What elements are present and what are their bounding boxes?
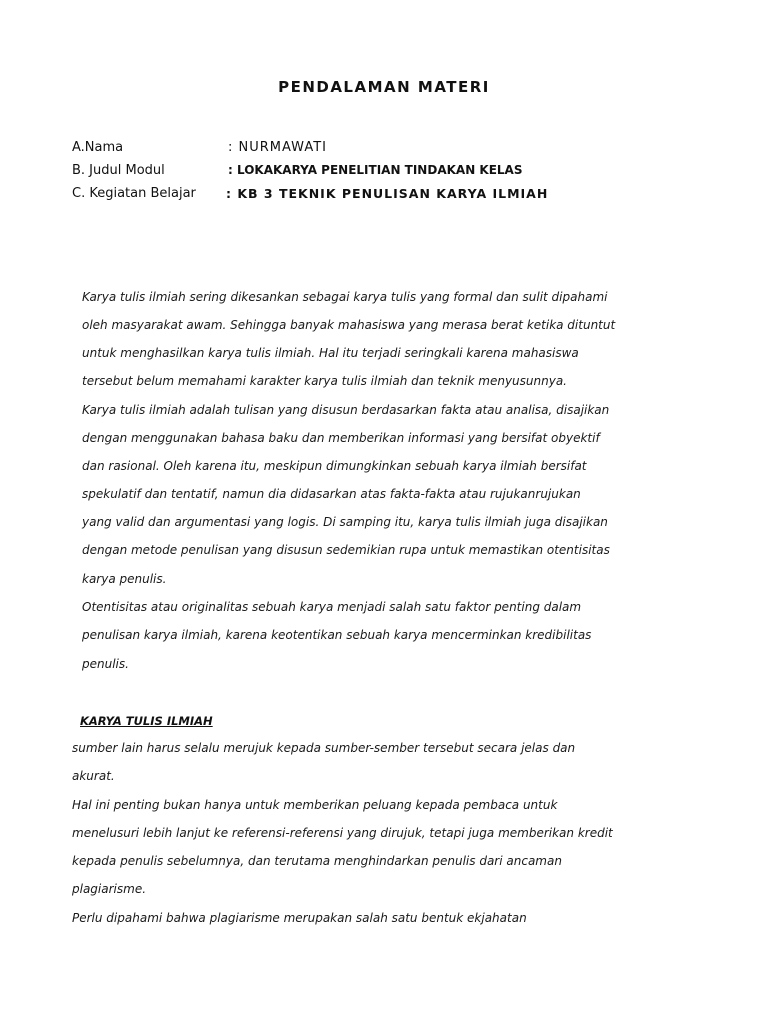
paragraph-line: untuk menghasilkan karya tulis ilmiah. Hal itu terjadi seringkali karena mahasiswa bbox=[82, 346, 579, 360]
info-label-judul-modul: B. Judul Modul bbox=[72, 163, 165, 178]
paragraph-line: tersebut belum memahami karakter karya tulis ilmiah dan teknik menyusunnya. bbox=[82, 374, 567, 388]
section-line: menelusuri lebih lanjut ke referensi-referensi yang dirujuk, tetapi juga memberikan kredit bbox=[72, 826, 613, 840]
paragraph-line: Karya tulis ilmiah adalah tulisan yang disusun berdasarkan fakta atau analisa, disajikan bbox=[82, 403, 610, 417]
paragraph-line: penulis. bbox=[82, 657, 129, 671]
paragraph-line: spekulatif dan tentatif, namun dia didasarkan atas fakta-fakta atau rujukanrujukan bbox=[82, 487, 581, 501]
paragraph-line: dengan menggunakan bahasa baku dan memberikan informasi yang bersifat obyektif bbox=[82, 431, 600, 445]
section-heading: KARYA TULIS ILMIAH bbox=[80, 714, 213, 728]
section-line: akurat. bbox=[72, 769, 115, 783]
paragraph-line: Otentisitas atau originalitas sebuah karya menjadi salah satu faktor penting dalam bbox=[82, 600, 582, 614]
info-value-nama: : NURMAWATI bbox=[228, 140, 327, 155]
section-line: kepada penulis sebelumnya, dan terutama menghindarkan penulis dari ancaman bbox=[72, 854, 562, 868]
info-label-kegiatan-belajar: C. Kegiatan Belajar bbox=[72, 186, 196, 201]
paragraph-line: karya penulis. bbox=[82, 572, 167, 586]
info-label-nama: A.Nama bbox=[72, 140, 124, 155]
paragraph-line: yang valid dan argumentasi yang logis. Di samping itu, karya tulis ilmiah juga disajikan bbox=[82, 515, 608, 529]
section-line: Hal ini penting bukan hanya untuk memberikan peluang kepada pembaca untuk bbox=[72, 798, 558, 812]
paragraph-line: penulisan karya ilmiah, karena keotentikan sebuah karya mencerminkan kredibilitas bbox=[82, 628, 592, 642]
paragraph-line: dan rasional. Oleh karena itu, meskipun dimungkinkan sebuah karya ilmiah bersifat bbox=[82, 459, 587, 473]
paragraph-line: Karya tulis ilmiah sering dikesankan sebagai karya tulis yang formal dan sulit dipahami bbox=[82, 290, 608, 304]
section-line: plagiarisme. bbox=[72, 882, 147, 896]
page-title: PENDALAMAN MATERI bbox=[278, 78, 490, 96]
paragraph-line: oleh masyarakat awam. Sehingga banyak mahasiswa yang merasa berat ketika dituntut bbox=[82, 318, 616, 332]
section-line: sumber lain harus selalu merujuk kepada sumber-sember tersebut secara jelas dan bbox=[72, 741, 576, 755]
info-value-judul-modul: : LOKAKARYA PENELITIAN TINDAKAN KELAS bbox=[228, 163, 523, 177]
info-value-kegiatan-belajar: : KB 3 TEKNIK PENULISAN KARYA ILMIAH bbox=[226, 186, 549, 201]
paragraph-line: dengan metode penulisan yang disusun sedemikian rupa untuk memastikan otentisitas bbox=[82, 543, 610, 557]
section-line: Perlu dipahami bahwa plagiarisme merupakan salah satu bentuk ekjahatan bbox=[72, 911, 527, 925]
